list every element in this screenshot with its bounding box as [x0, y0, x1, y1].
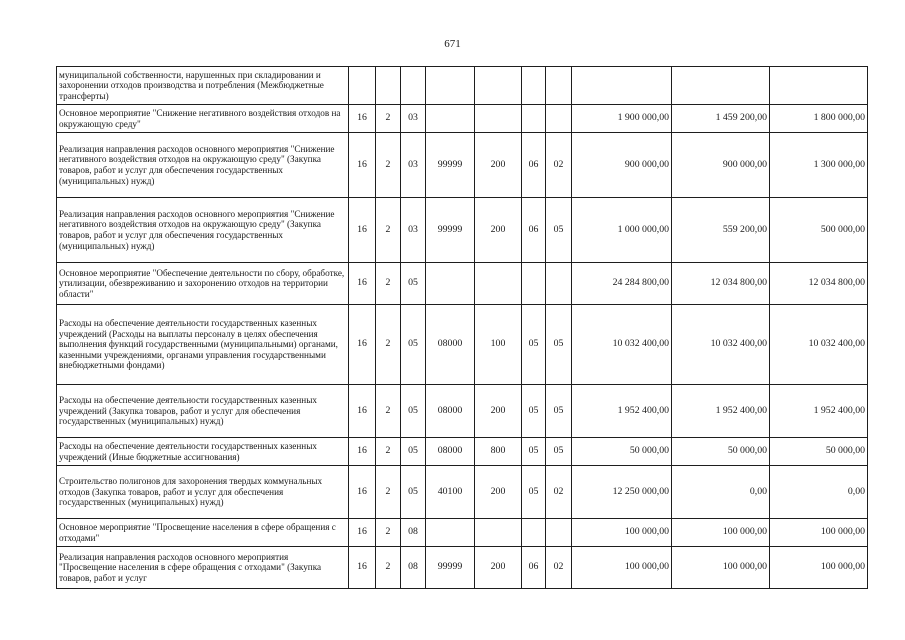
cell-subprogram: 2 [376, 305, 401, 385]
cell-amount-year-1: 100 000,00 [572, 519, 672, 547]
cell-amount-year-2 [672, 67, 770, 105]
row-description: Строительство полигонов для захоронения твердых коммунальных отходов (Закупка товаров, работ и услуг для обеспечения государственных (муниципальных) нужд) [57, 466, 349, 519]
cell-amount-year-1: 12 250 000,00 [572, 466, 672, 519]
cell-program: 16 [349, 466, 376, 519]
cell-section [522, 263, 546, 305]
cell-amount-year-2: 10 032 400,00 [672, 305, 770, 385]
row-description: Реализация направления расходов основного мероприятия "Просвещение населения в сфере обращения с отходами" (Закупка товаров, работ и услуг [57, 547, 349, 589]
cell-subsection: 05 [546, 438, 572, 466]
cell-expense-type: 200 [475, 466, 522, 519]
cell-subprogram: 2 [376, 198, 401, 263]
cell-expense-type: 200 [475, 198, 522, 263]
cell-amount-year-3: 50 000,00 [770, 438, 868, 466]
cell-amount-year-3: 500 000,00 [770, 198, 868, 263]
cell-amount-year-3: 10 032 400,00 [770, 305, 868, 385]
row-description: Основное мероприятие "Просвещение населения в сфере обращения с отходами" [57, 519, 349, 547]
cell-expense-type [475, 263, 522, 305]
cell-amount-year-1: 10 032 400,00 [572, 305, 672, 385]
cell-amount-year-1: 100 000,00 [572, 547, 672, 589]
cell-amount-year-3: 0,00 [770, 466, 868, 519]
cell-program: 16 [349, 133, 376, 198]
cell-expense-type: 200 [475, 385, 522, 438]
cell-amount-year-2: 559 200,00 [672, 198, 770, 263]
cell-activity: 03 [401, 105, 426, 133]
table-row [57, 67, 868, 105]
cell-direction-code: 08000 [426, 385, 475, 438]
cell-subprogram: 2 [376, 519, 401, 547]
table-row [57, 438, 868, 466]
cell-subprogram: 2 [376, 385, 401, 438]
cell-subsection: 05 [546, 385, 572, 438]
cell-amount-year-1: 1 900 000,00 [572, 105, 672, 133]
cell-subprogram: 2 [376, 438, 401, 466]
cell-program: 16 [349, 438, 376, 466]
cell-direction-code [426, 67, 475, 105]
cell-amount-year-2: 50 000,00 [672, 438, 770, 466]
cell-subsection [546, 105, 572, 133]
cell-section: 05 [522, 466, 546, 519]
row-description: Расходы на обеспечение деятельности государственных казенных учреждений (Закупка товаров, работ и услуг для обеспечения государственных (муниципальных) нужд) [57, 385, 349, 438]
table-row [57, 519, 868, 547]
cell-expense-type [475, 105, 522, 133]
cell-subsection: 05 [546, 305, 572, 385]
cell-subsection [546, 519, 572, 547]
page-number: 671 [444, 38, 461, 50]
cell-subprogram [376, 67, 401, 105]
table-row [57, 385, 868, 438]
cell-expense-type: 200 [475, 547, 522, 589]
cell-expense-type: 100 [475, 305, 522, 385]
cell-program: 16 [349, 385, 376, 438]
cell-amount-year-1: 1 952 400,00 [572, 385, 672, 438]
cell-amount-year-3: 1 300 000,00 [770, 133, 868, 198]
cell-amount-year-3: 100 000,00 [770, 519, 868, 547]
cell-amount-year-3: 1 952 400,00 [770, 385, 868, 438]
cell-activity: 05 [401, 305, 426, 385]
cell-subsection: 05 [546, 198, 572, 263]
cell-activity: 08 [401, 547, 426, 589]
cell-amount-year-2: 100 000,00 [672, 519, 770, 547]
budget-table [56, 66, 868, 589]
table-row [57, 198, 868, 263]
cell-section [522, 105, 546, 133]
cell-direction-code: 99999 [426, 198, 475, 263]
table-row [57, 466, 868, 519]
cell-activity: 05 [401, 438, 426, 466]
cell-amount-year-3: 1 800 000,00 [770, 105, 868, 133]
row-description: Реализация направления расходов основного мероприятия "Снижение негативного воздействия отходов на окружающую среду" (Закупка товаров, работ и услуг для обеспечения государственных (муниципальных) нужд) [57, 198, 349, 263]
cell-amount-year-2: 0,00 [672, 466, 770, 519]
row-description: Реализация направления расходов основного мероприятия "Снижение негативного воздействия отходов на окружающую среду" (Закупка товаров, работ и услуг для обеспечения государственных (муниципальных) нужд) [57, 133, 349, 198]
cell-activity: 03 [401, 198, 426, 263]
cell-program: 16 [349, 198, 376, 263]
cell-program: 16 [349, 105, 376, 133]
cell-direction-code [426, 263, 475, 305]
cell-program: 16 [349, 519, 376, 547]
cell-program: 16 [349, 263, 376, 305]
cell-program: 16 [349, 547, 376, 589]
cell-section: 06 [522, 198, 546, 263]
row-description: Основное мероприятие "Обеспечение деятельности по сбору, обработке, утилизации, обезвреживанию и захоронению отходов на территории области" [57, 263, 349, 305]
cell-section: 06 [522, 547, 546, 589]
cell-direction-code: 99999 [426, 547, 475, 589]
cell-activity: 03 [401, 133, 426, 198]
cell-section [522, 67, 546, 105]
cell-subprogram: 2 [376, 263, 401, 305]
row-description: муниципальной собственности, нарушенных при складировании и захоронении отходов производства и потребления (Межбюджетные трансферты) [57, 67, 349, 105]
table-row [57, 263, 868, 305]
cell-amount-year-1: 50 000,00 [572, 438, 672, 466]
table-row [57, 305, 868, 385]
table-row [57, 547, 868, 589]
cell-subprogram: 2 [376, 133, 401, 198]
cell-activity: 05 [401, 466, 426, 519]
cell-subsection: 02 [546, 547, 572, 589]
cell-amount-year-2: 12 034 800,00 [672, 263, 770, 305]
cell-amount-year-1: 900 000,00 [572, 133, 672, 198]
cell-subsection [546, 67, 572, 105]
cell-amount-year-2: 1 459 200,00 [672, 105, 770, 133]
cell-amount-year-1: 24 284 800,00 [572, 263, 672, 305]
cell-subsection [546, 263, 572, 305]
row-description: Основное мероприятие "Снижение негативного воздействия отходов на окружающую среду" [57, 105, 349, 133]
cell-subsection: 02 [546, 133, 572, 198]
cell-expense-type: 200 [475, 133, 522, 198]
cell-amount-year-1 [572, 67, 672, 105]
table-body [57, 67, 868, 589]
cell-activity: 08 [401, 519, 426, 547]
cell-expense-type: 800 [475, 438, 522, 466]
cell-subprogram: 2 [376, 105, 401, 133]
cell-amount-year-2: 1 952 400,00 [672, 385, 770, 438]
cell-amount-year-3 [770, 67, 868, 105]
cell-expense-type [475, 67, 522, 105]
cell-subprogram: 2 [376, 466, 401, 519]
cell-section: 05 [522, 305, 546, 385]
cell-section [522, 519, 546, 547]
cell-subprogram: 2 [376, 547, 401, 589]
cell-direction-code [426, 519, 475, 547]
cell-amount-year-2: 100 000,00 [672, 547, 770, 589]
row-description: Расходы на обеспечение деятельности государственных казенных учреждений (Расходы на выплаты персоналу в целях обеспечения выполнения функций государственными (муниципальными) органами, казенными учреждениями, органами управления государственными внебюджетными фондами) [57, 305, 349, 385]
cell-amount-year-1: 1 000 000,00 [572, 198, 672, 263]
cell-direction-code: 40100 [426, 466, 475, 519]
cell-activity: 05 [401, 263, 426, 305]
cell-activity: 05 [401, 385, 426, 438]
cell-amount-year-2: 900 000,00 [672, 133, 770, 198]
cell-section: 06 [522, 133, 546, 198]
cell-activity [401, 67, 426, 105]
cell-section: 05 [522, 385, 546, 438]
row-description: Расходы на обеспечение деятельности государственных казенных учреждений (Иные бюджетные ассигнования) [57, 438, 349, 466]
cell-program [349, 67, 376, 105]
cell-subsection: 02 [546, 466, 572, 519]
cell-amount-year-3: 12 034 800,00 [770, 263, 868, 305]
cell-section: 05 [522, 438, 546, 466]
cell-direction-code: 08000 [426, 305, 475, 385]
cell-direction-code [426, 105, 475, 133]
cell-direction-code: 08000 [426, 438, 475, 466]
table-row [57, 133, 868, 198]
cell-expense-type [475, 519, 522, 547]
cell-amount-year-3: 100 000,00 [770, 547, 868, 589]
cell-direction-code: 99999 [426, 133, 475, 198]
cell-program: 16 [349, 305, 376, 385]
table-row [57, 105, 868, 133]
